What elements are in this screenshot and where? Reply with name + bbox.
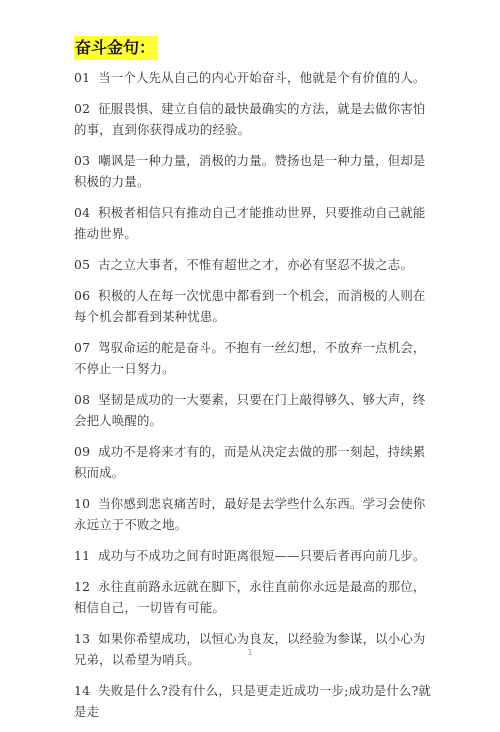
quote-item [74, 202, 434, 244]
quote-number: 06 [74, 288, 91, 303]
quote-text: 如果你希望成功，以恒心为良友，以经验为参谋，以小心为兄弟，以希望为哨兵。 [74, 631, 426, 667]
quote-text: 征服畏惧、建立自信的最快最确实的方法，就是去做你害怕的事，直到你获得成功的经验。 [74, 101, 426, 137]
quote-number: 08 [74, 392, 91, 407]
quote-item [74, 493, 434, 535]
quote-item [74, 98, 434, 140]
quote-item [74, 285, 434, 327]
quote-text: 古之立大事者，不惟有超世之才，亦必有坚忍不拔之志。 [98, 257, 413, 272]
quote-item [74, 67, 434, 88]
quote-text: 成功不是将来才有的，而是从决定去做的那一刻起，持续累积而成。 [74, 444, 426, 480]
quote-number: 01 [74, 70, 91, 85]
quote-number: 12 [74, 579, 91, 594]
quote-text: 失败是什么?没有什么，只是更走近成功一步;成功是什么?就是走 [74, 683, 431, 719]
quote-number: 14 [74, 683, 91, 698]
quote-number: 11 [74, 548, 91, 563]
quote-number: 03 [74, 153, 91, 168]
quote-item [74, 389, 434, 431]
quote-item [74, 150, 434, 192]
quote-number: 05 [74, 257, 91, 272]
quote-text: 驾驭命运的舵是奋斗。不抱有一丝幻想，不放弃一点机会，不停止一日努力。 [74, 340, 426, 376]
quote-text: 嘲讽是一种力量，消极的力量。赞扬也是一种力量，但却是积极的力量。 [74, 153, 426, 189]
quote-item [74, 337, 434, 379]
page-number: 1 [247, 648, 253, 657]
quote-text: 当你感到悲哀痛苦时，最好是去学些什么东西。学习会使你永远立于不败之地。 [74, 496, 426, 532]
quote-item [74, 545, 434, 566]
quote-item [74, 254, 434, 275]
quote-text: 积极的人在每一次忧患中都看到一个机会，而消极的人则在每个机会都看到某种忧患。 [74, 288, 426, 324]
quote-item [74, 680, 434, 722]
quote-text: 成功与不成功之间有时距离很短——只要后者再向前几步。 [98, 548, 426, 563]
quote-item [74, 576, 434, 618]
quote-text: 坚韧是成功的一大要素，只要在门上敲得够久、够大声，终会把人唤醒的。 [74, 392, 426, 428]
quote-number: 09 [74, 444, 91, 459]
quote-text: 永往直前路永远就在脚下，永往直前你永远是最高的那位，相信自己，一切皆有可能。 [74, 579, 426, 615]
quote-number: 13 [74, 631, 91, 646]
quote-list [74, 67, 434, 732]
quote-number: 10 [74, 496, 91, 511]
title-block [74, 36, 158, 60]
quote-text: 当一个人先从自己的内心开始奋斗，他就是个有价值的人。 [98, 70, 426, 85]
page-title: 奋斗金句： [74, 36, 158, 60]
quote-item [74, 441, 434, 483]
quote-text: 积极者相信只有推动自己才能推动世界，只要推动自己就能推动世界。 [74, 205, 426, 241]
quote-number: 07 [74, 340, 91, 355]
quote-number: 02 [74, 101, 91, 116]
quote-number: 04 [74, 205, 91, 220]
